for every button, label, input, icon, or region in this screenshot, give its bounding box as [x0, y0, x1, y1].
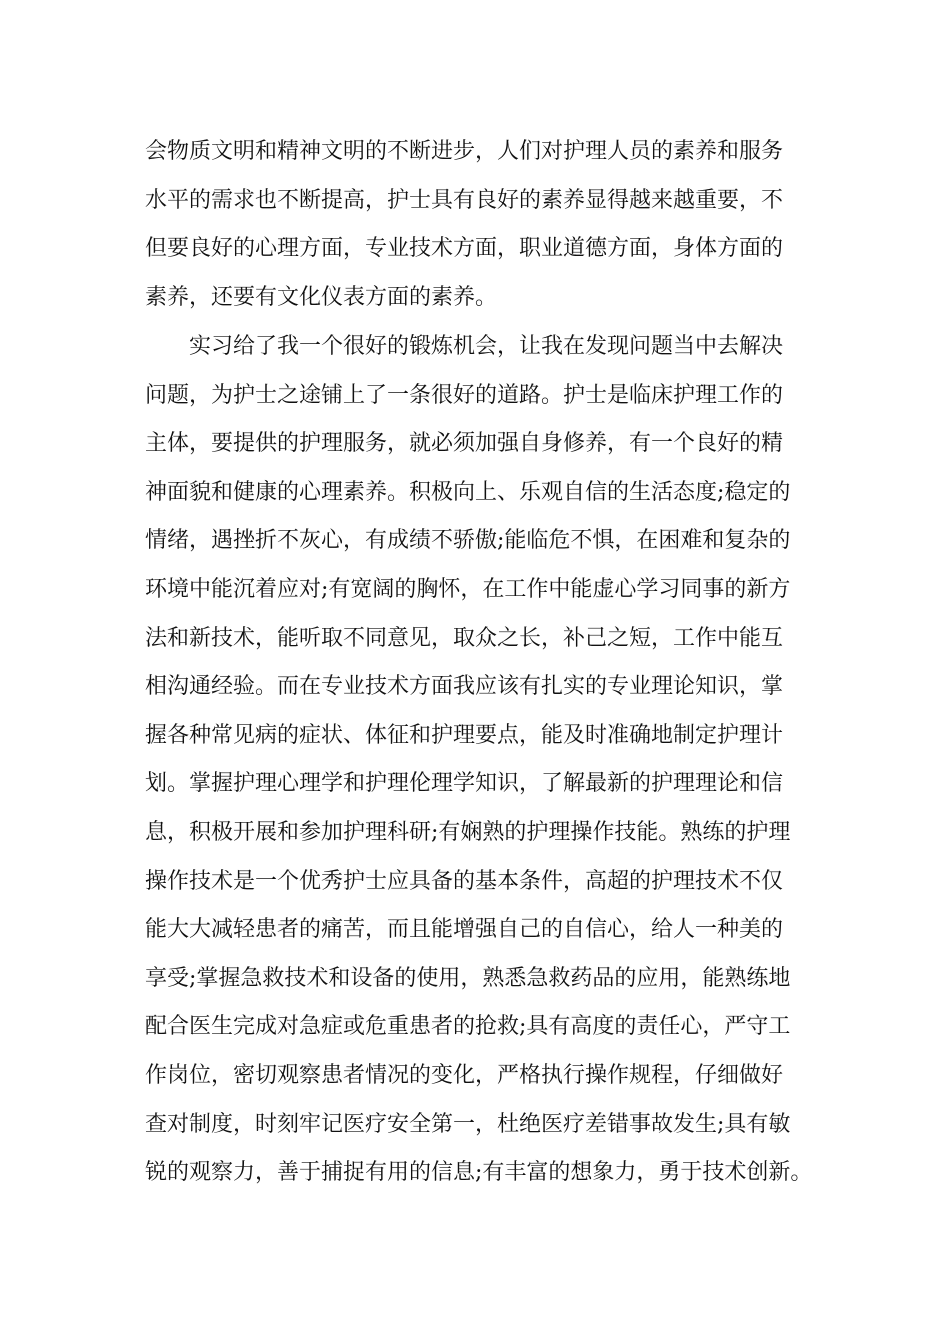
text-line: 会物质文明和精神文明的不断进步，人们对护理人员的素养和服务	[145, 139, 784, 164]
text-line: 神面貌和健康的心理素养。积极向上、乐观自信的生活态度;稳定的	[145, 479, 791, 505]
text-line: 息，积极开展和参加护理科研;有娴熟的护理操作技能。熟练的护理	[145, 819, 791, 845]
text-line: 查对制度，时刻牢记医疗安全第一，杜绝医疗差错事故发生;具有敏	[145, 1111, 791, 1137]
text-line: 作岗位，密切观察患者情况的变化，严格执行操作规程，仔细做好	[145, 1062, 784, 1088]
paragraph-1	[145, 128, 825, 322]
text-line: 划。掌握护理心理学和护理伦理学知识，了解最新的护理理论和信	[145, 771, 784, 797]
text-line: 握各种常见病的症状、体征和护理要点，能及时准确地制定护理计	[145, 722, 784, 748]
text-line: 相沟通经验。而在专业技术方面我应该有扎实的专业理论知识，掌	[145, 674, 784, 700]
text-line: 操作技术是一个优秀护士应具备的基本条件，高超的护理技术不仅	[145, 868, 784, 894]
text-line: 素养，还要有文化仪表方面的素养。	[145, 284, 498, 310]
text-line: 法和新技术，能听取不同意见，取众之长，补己之短，工作中能互	[145, 625, 784, 651]
text-line: 锐的观察力，善于捕捉有用的信息;有丰富的想象力，勇于技术创新。	[145, 1160, 813, 1186]
text-line: 配合医生完成对急症或危重患者的抢救;具有高度的责任心，严守工	[145, 1014, 791, 1040]
paragraph-2	[145, 323, 825, 1198]
text-line: 主体，要提供的护理服务，就必须加强自身修养，有一个良好的精	[145, 431, 784, 457]
text-line: 享受;掌握急救技术和设备的使用，熟悉急救药品的应用，能熟练地	[145, 965, 791, 991]
text-line: 环境中能沉着应对;有宽阔的胸怀，在工作中能虚心学习同事的新方	[145, 576, 791, 602]
text-line: 情绪，遇挫折不灰心，有成绩不骄傲;能临危不惧，在困难和复杂的	[145, 528, 791, 554]
text-line: 问题，为护士之途铺上了一条很好的道路。护士是临床护理工作的	[145, 382, 784, 408]
text-line: 能大大减轻患者的痛苦，而且能增强自己的自信心，给人一种美的	[145, 917, 784, 943]
text-line: 实习给了我一个很好的锻炼机会，让我在发现问题当中去解决	[145, 334, 784, 359]
text-line: 水平的需求也不断提高，护士具有良好的素养显得越来越重要，不	[145, 187, 784, 213]
text-line: 但要良好的心理方面，专业技术方面，职业道德方面，身体方面的	[145, 236, 784, 262]
